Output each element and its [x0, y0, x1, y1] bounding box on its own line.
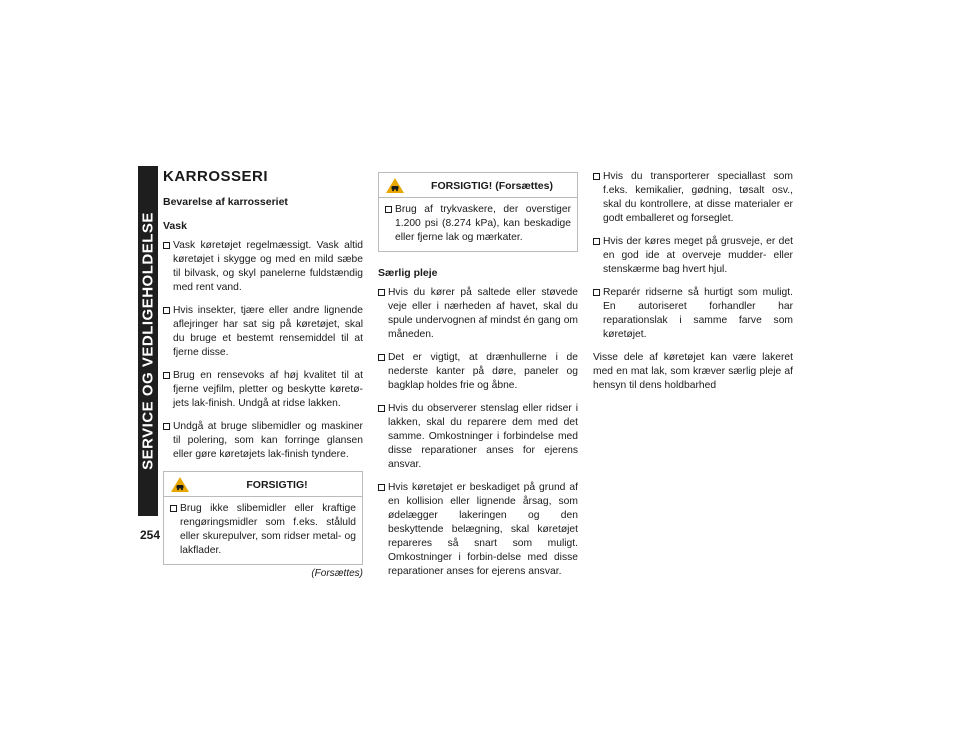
warning-car-icon — [170, 476, 190, 493]
checkbox-bullet-icon — [163, 242, 170, 249]
caution-body — [164, 497, 362, 564]
section-heading-vask: Vask — [163, 220, 187, 232]
caution-list — [170, 502, 356, 558]
checkbox-bullet-icon — [378, 484, 385, 491]
checkbox-bullet-icon — [593, 173, 600, 180]
subsection-title: Bevarelse af karrosseriet — [163, 196, 288, 208]
checkbox-bullet-icon — [170, 505, 177, 512]
checkbox-bullet-icon — [163, 423, 170, 430]
caution-body — [379, 198, 577, 251]
body-paragraph: Visse dele af køretøjet kan være lakeret med en mat lak, som kræver særlig pleje af hensyn til dens holdbarhed — [593, 352, 793, 391]
list-item: Hvis du kører på saltede eller støvede veje eller i nærheden af havet, skal du spule undervognen af mindst én gang om måneden. — [378, 286, 578, 342]
checkbox-bullet-icon — [593, 289, 600, 296]
caution-title: FORSIGTIG! — [246, 478, 308, 491]
checkbox-bullet-icon — [385, 206, 392, 213]
list-item: Hvis insekter, tjære eller andre lignende aflejringer har sat sig på køretøjet, skal du bruge et bestemt rensemiddel til at fjerne disse. — [163, 304, 363, 360]
section-heading-saerlig-pleje: Særlig pleje — [378, 267, 438, 279]
caution-header — [164, 472, 362, 497]
column-3 — [593, 170, 793, 393]
list-item: Hvis du transporterer speciallast som f.eks. kemikalier, gødning, tøsalt osv., skal du kontrollere, at disse materialer er godt emballeret og forseglet. — [593, 170, 793, 226]
list-item: Brug en rensevoks af høj kvalitet til at fjerne vejfilm, pletter og beskytte køretø-jets lak-finish. Undgå at ridse lakken. — [163, 369, 363, 411]
list-item: Undgå at bruge slibemidler og maskiner til polering, som kan forringe glansen eller gøre køretøjets lak-finish tyndere. — [163, 420, 363, 462]
list-item: Hvis køretøjet er beskadiget på grund af en kollision eller lignende årsag, som ødelægger lakeringen og den beskyttende belægning, skal køretøjet repareres så snart som muligt. Omkostninger i forbin-delse med disse reparationer anses for ejerens ansvar. — [378, 481, 578, 579]
list-item: Det er vigtigt, at drænhullerne i de nederste kanter på døre, paneler og bagklap holdes frie og åbne. — [378, 351, 578, 393]
checkbox-bullet-icon — [163, 307, 170, 314]
checkbox-bullet-icon — [378, 289, 385, 296]
bullet-list — [593, 170, 793, 342]
list-item: Brug af trykvaskere, der overstiger 1.200 psi (8.274 kPa), kan beskadige eller fjerne lak og mærkater. — [385, 203, 571, 245]
bullet-list — [163, 239, 363, 462]
list-item: Hvis der køres meget på grusveje, er det en god ide at overveje mudder- eller stenskærme bag hvert hjul. — [593, 235, 793, 277]
caution-header — [379, 173, 577, 198]
side-tab-label: SERVICE OG VEDLIGEHOLDELSE — [139, 212, 157, 470]
checkbox-bullet-icon — [593, 238, 600, 245]
list-item: Brug ikke slibemidler eller kraftige rengøringsmidler som f.eks. ståluld eller skurepulver, som ridser metal- og lakflader. — [170, 502, 356, 558]
section-title: KARROSSERI — [163, 168, 269, 185]
list-item: Vask køretøjet regelmæssigt. Vask altid køretøjet i skygge og med en mild sæbe til bilvask, og skyl panelerne fuldstændig med rent vand. — [163, 239, 363, 295]
warning-car-icon — [385, 177, 405, 194]
caution-list — [385, 203, 571, 245]
checkbox-bullet-icon — [163, 372, 170, 379]
caution-box — [163, 471, 363, 565]
checkbox-bullet-icon — [378, 405, 385, 412]
list-item: Hvis du observerer stenslag eller ridser i lakken, skal du reparere dem med det samme. Omkostninger i forbindelse med disse reparationer anses for ejerens ansvar. — [378, 402, 578, 472]
column-2 — [378, 172, 578, 588]
caution-box-continued — [378, 172, 578, 252]
caution-title: FORSIGTIG! (Forsættes) — [431, 179, 553, 192]
column-1 — [163, 170, 363, 581]
continued-label: (Forsættes) — [311, 568, 363, 579]
bullet-list — [378, 286, 578, 579]
checkbox-bullet-icon — [378, 354, 385, 361]
page-number: 254 — [140, 528, 161, 542]
list-item: Reparér ridserne så hurtigt som muligt. En autoriseret forhandler har reparationslak i samme farve som køretøjet. — [593, 286, 793, 342]
